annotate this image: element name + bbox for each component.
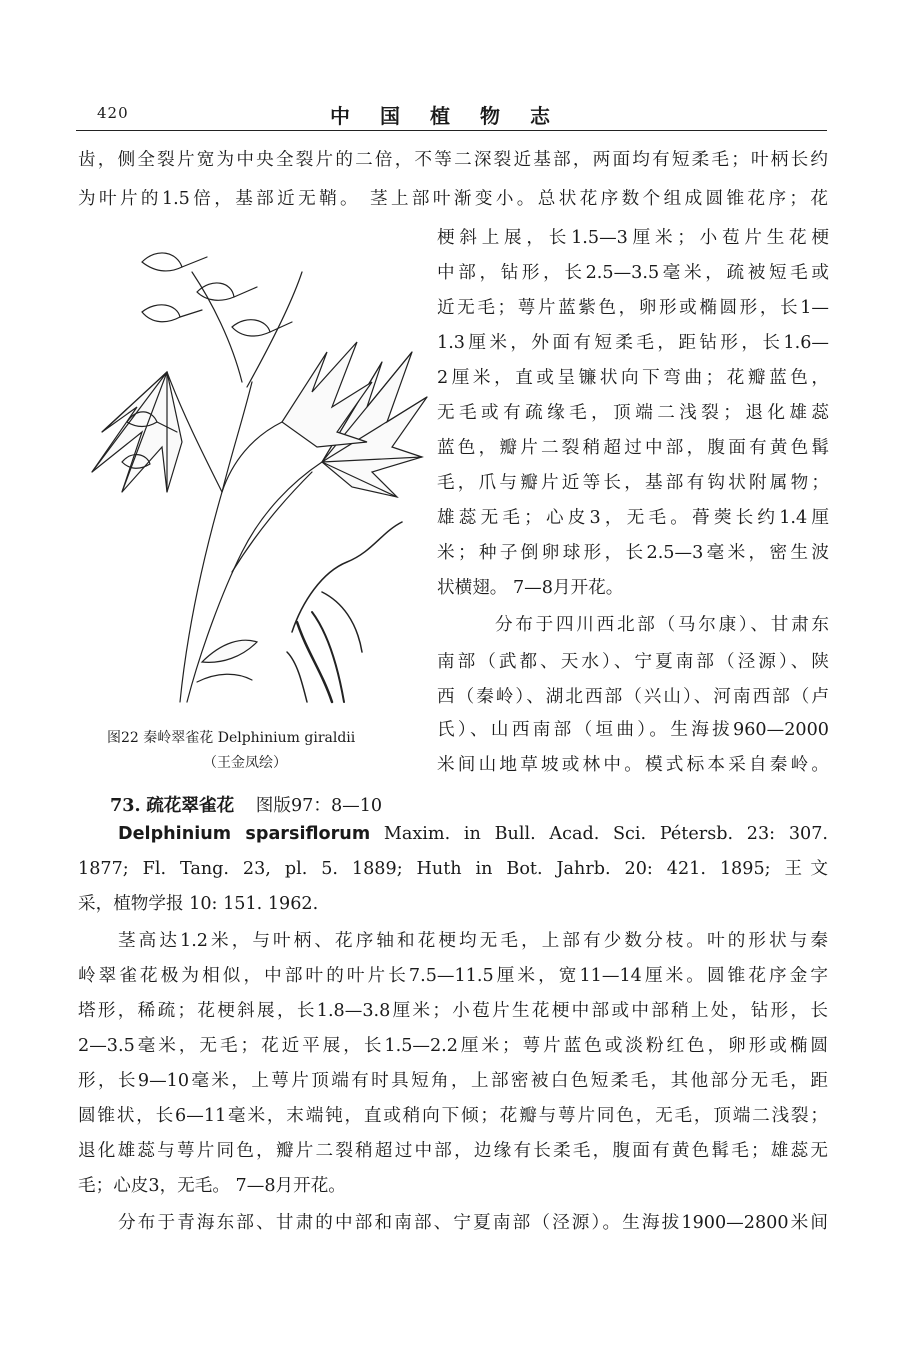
text-line: 退化雄蕊与萼片同色，瓣片二裂稍超过中部，边缘有长柔毛，腹面有黄色髯毛；雄蕊无 <box>78 1141 828 1161</box>
plate-reference: 图版97：8—10 <box>255 796 383 816</box>
text-line: 西（秦岭）、湖北西部（兴山）、河南西部（卢 <box>437 687 829 707</box>
text-line: 圆锥状，长6—11毫米，末端钝，直或稍向下倾；花瓣与萼片同色，无毛，顶端二浅裂； <box>78 1106 828 1126</box>
text-line: 毛；心皮3，无毛。 7—8月开花。 <box>78 1176 346 1196</box>
text-line: 分布于青海东部、甘肃的中部和南部、宁夏南部（泾源）。生海拔1900—2800米间 <box>118 1213 828 1233</box>
text-line: 塔形，稀疏；花梗斜展，长1.8—3.8厘米；小苞片生花梗中部或中部稍上处，钻形，长 <box>78 1001 828 1021</box>
text-line: 分布于四川西北部（马尔康）、甘肃东 <box>495 615 829 635</box>
text-line: 氏）、山西南部（垣曲）。生海拔960—2000 <box>437 720 829 740</box>
figure-caption: 图22 秦岭翠雀花 Delphinium giraldii <box>107 730 356 746</box>
text-line: 毛，爪与瓣片近等长，基部有钩状附属物； <box>437 473 829 493</box>
text-line: 茎高达1.2米，与叶柄、花序轴和花梗均无毛，上部有少数分枝。叶的形状与秦 <box>118 931 828 951</box>
text-line: 状横翅。 7—8月开花。 <box>437 578 624 598</box>
text-line: 形，长9—10毫米，上萼片顶端有时具短角，上部密被白色短柔毛，其他部分无毛，距 <box>78 1071 828 1091</box>
scientific-name: Delphinium sparsiflorum <box>118 824 371 844</box>
text-line: 为叶片的1.5倍，基部近无鞘。 茎上部叶渐变小。总状花序数个组成圆锥花序；花 <box>78 189 828 209</box>
species-number: 73. <box>110 795 141 816</box>
citation-text: Maxim. in Bull. Acad. Sci. Pétersb. 23: 307. <box>370 824 828 844</box>
citation-line: 采，植物学报 10: 151. 1962. <box>78 894 319 914</box>
text-line: 梗斜上展，长1.5—3厘米；小苞片生花梗 <box>437 228 829 248</box>
text-line: 无毛或有疏缘毛，顶端二浅裂；退化雄蕊 <box>437 403 829 423</box>
header-rule <box>76 130 827 131</box>
figure-credit: （王金凤绘） <box>203 755 287 771</box>
page-number: 420 <box>97 104 129 122</box>
text-line: 近无毛；萼片蓝紫色，卵形或椭圆形，长1— <box>437 298 829 318</box>
species-heading <box>110 792 382 817</box>
text-line: 1.3厘米，外面有短柔毛，距钻形，长1.6— <box>437 333 829 353</box>
citation-line: 1877; Fl. Tang. 23, pl. 5. 1889; Huth in Bot. Jahrb. 20: 421. 1895; 王文 <box>78 859 828 879</box>
text-line: 雄蕊无毛；心皮3，无毛。蓇葖长约1.4厘 <box>437 508 829 528</box>
text-line: 南部（武都、天水）、宁夏南部（泾源）、陕 <box>437 652 829 672</box>
text-line: 蓝色，瓣片二裂稍超过中部，腹面有黄色髯 <box>437 438 829 458</box>
text-line: 岭翠雀花极为相似，中部叶的叶片长7.5—11.5厘米，宽11—14厘米。圆锥花序金字 <box>78 966 828 986</box>
text-line: 齿，侧全裂片宽为中央全裂片的二倍，不等二深裂近基部，两面均有短柔毛；叶柄长约 <box>78 150 828 170</box>
text-line: 中部，钻形，长2.5—3.5毫米，疏被短毛或 <box>437 263 829 283</box>
text-line: 米间山地草坡或林中。模式标本采自秦岭。 <box>437 755 829 775</box>
species-name: 疏花翠雀花 <box>146 795 235 816</box>
text-line: 2—3.5毫米，无毛；花近平展，长1.5—2.2厘米；萼片蓝色或淡粉红色，卵形或椭圆 <box>78 1036 828 1056</box>
text-line: 米；种子倒卵球形，长2.5—3毫米，密生波 <box>437 543 829 563</box>
delphinium-illustration <box>82 232 434 707</box>
citation-line <box>118 826 828 844</box>
running-title: 中国植物志 <box>330 104 580 128</box>
text-line: 2厘米，直或呈镰状向下弯曲；花瓣蓝色， <box>437 368 829 388</box>
